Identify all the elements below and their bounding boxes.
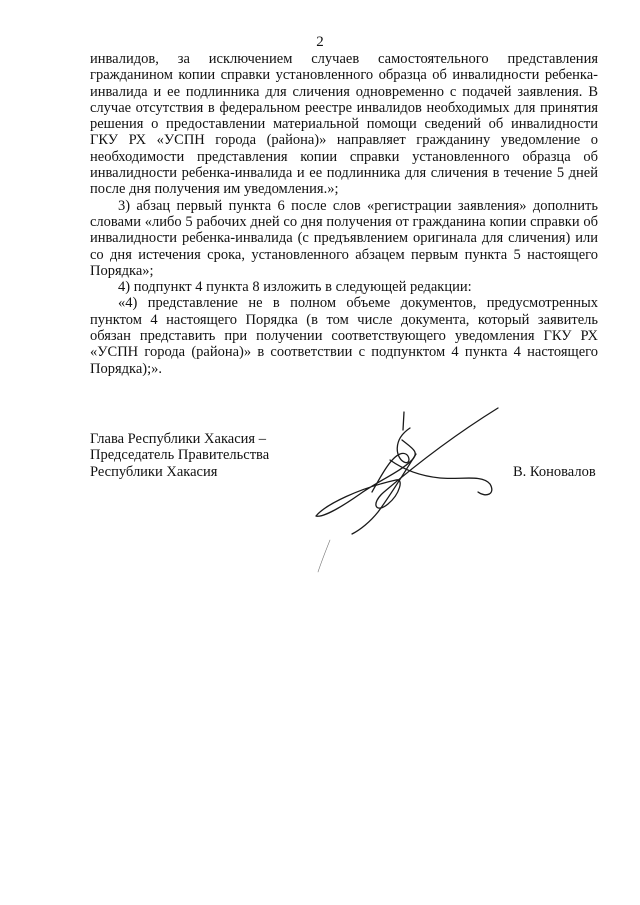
document-body xyxy=(90,51,598,377)
page-number: 2 xyxy=(316,34,324,50)
signatory-name: В. Коновалов xyxy=(513,464,596,480)
paragraph-item-4: 4) подпункт 4 пункта 8 изложить в следующей редакции: xyxy=(118,279,472,296)
paragraph-continuation: инвалидов, за исключением случаев самостоятельного представления гражданином копии справки установленного образца об инвалидности ребенка-инвалида и ее подлинника для сличения одновременно с подачей заявления. В случае отсутствия в федеральном реестре инвалидов необходимых для принятия решения о предоставлении материальной помощи сведений об инвалидности ГКУ РХ «УСПН города (района)» направляет гражданину уведомление о необходимости представления копии справки установленного образца об инвалидности ребенка-инвалида и ее подлинника для сличения в течение 5 дней после дня получения им уведомления.»; xyxy=(90,51,598,198)
paragraph-item-4-text: «4) представление не в полном объеме документов, предусмотренных пунктом 4 настоящего Порядка (в том числе документа, который заявитель обязан представить при получении соответствующего уведомления ГКУ РХ «УСПН города (района)» в соответствии с подпунктом 4 пункта 4 настоящего Порядка);». xyxy=(90,295,598,377)
signatory-title-line: Председатель Правительства xyxy=(90,447,270,464)
handwritten-signature xyxy=(300,400,510,590)
signatory-title-line: Глава Республики Хакасия – xyxy=(90,431,266,447)
signatory-title xyxy=(90,431,269,480)
signatory-title-line: Республики Хакасия xyxy=(90,463,218,480)
paragraph-item-3: 3) абзац первый пункта 6 после слов «регистрации заявления» дополнить словами «либо 5 рабочих дней со дня получения от гражданина копии справки об инвалидности ребенка-инвалида (с предъявлением оригинала для сличения) или со дня истечения срока, установленного абзацем первым пункта 5 настоящего Порядка»; xyxy=(90,197,598,279)
